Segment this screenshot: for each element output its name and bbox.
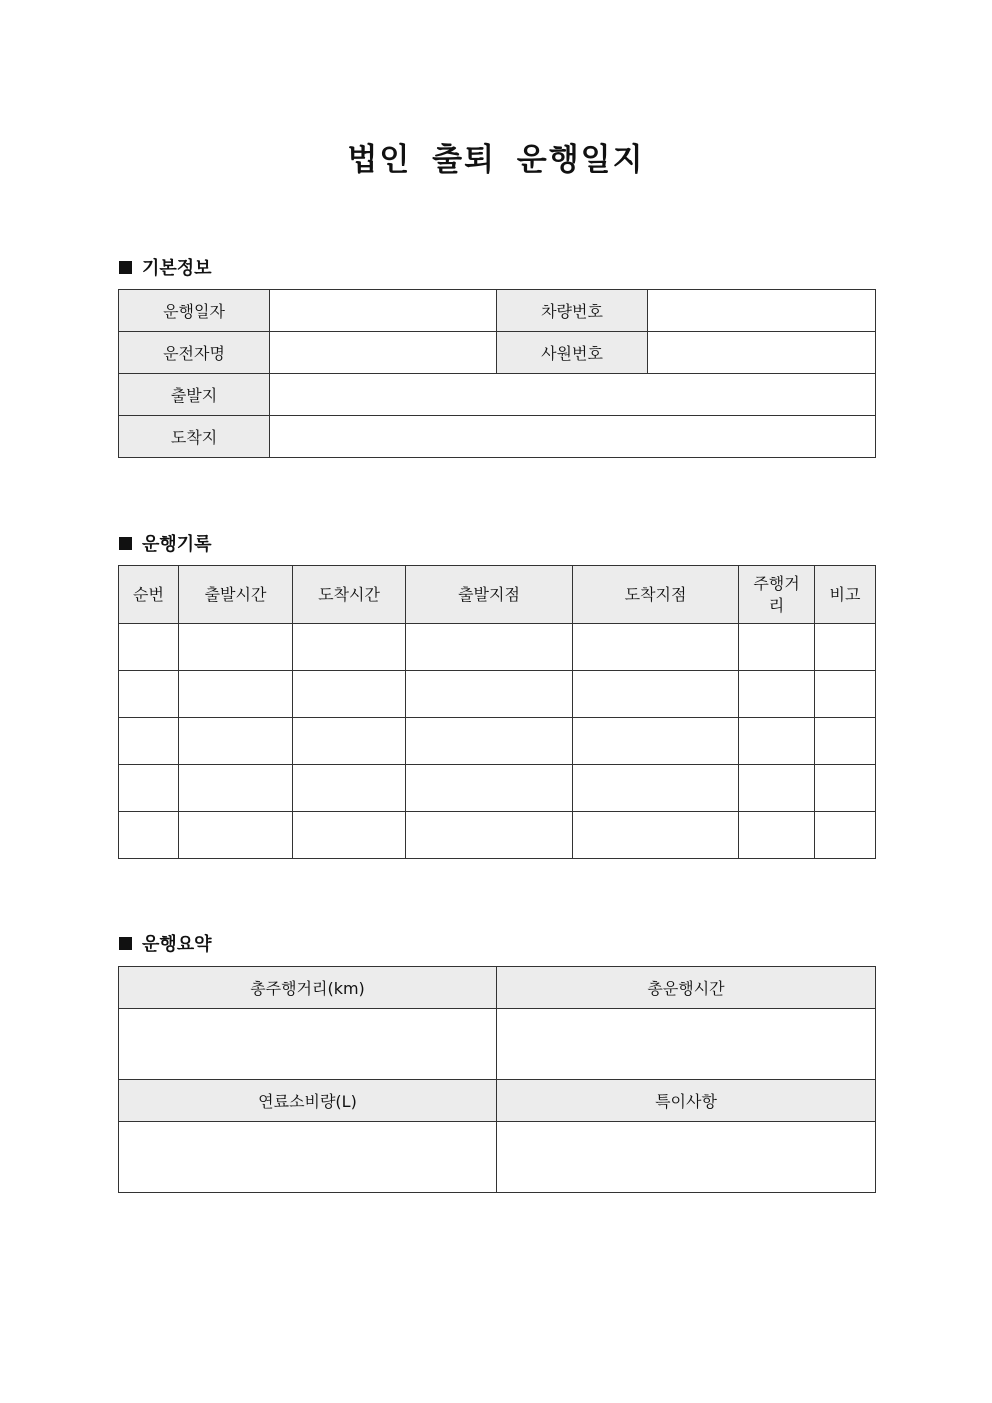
table-cell[interactable]	[815, 624, 876, 671]
departure-field[interactable]	[270, 374, 876, 416]
driving-record-table	[118, 565, 876, 859]
square-bullet-icon	[119, 937, 132, 950]
date-label: 운행일자	[119, 290, 270, 332]
column-header: 비고	[815, 566, 876, 624]
table-cell[interactable]	[406, 671, 573, 718]
table-cell[interactable]	[406, 812, 573, 859]
column-header: 출발시간	[179, 566, 293, 624]
column-header: 순번	[119, 566, 179, 624]
notes-label: 특이사항	[497, 1080, 876, 1122]
column-header: 주행거리	[739, 566, 815, 624]
driving-summary-table	[118, 966, 876, 1193]
table-cell[interactable]	[573, 671, 739, 718]
column-header: 출발지점	[406, 566, 573, 624]
date-field[interactable]	[270, 290, 497, 332]
table-cell[interactable]	[573, 765, 739, 812]
table-cell[interactable]	[739, 765, 815, 812]
fuel-consumption-field[interactable]	[119, 1122, 497, 1193]
table-row	[119, 718, 876, 765]
table-cell[interactable]	[119, 671, 179, 718]
arrival-label: 도착지	[119, 416, 270, 458]
square-bullet-icon	[119, 537, 132, 550]
table-cell[interactable]	[293, 812, 406, 859]
total-time-label: 총운행시간	[497, 967, 876, 1009]
basic-info-table	[118, 289, 876, 458]
table-cell[interactable]	[179, 624, 293, 671]
table-cell[interactable]	[119, 624, 179, 671]
table-cell[interactable]	[179, 812, 293, 859]
table-cell[interactable]	[406, 765, 573, 812]
table-cell[interactable]	[815, 718, 876, 765]
total-time-field[interactable]	[497, 1009, 876, 1080]
driver-name-label: 운전자명	[119, 332, 270, 374]
page-title: 법인 출퇴 운행일지	[347, 142, 645, 178]
vehicle-number-field[interactable]	[648, 290, 876, 332]
table-cell[interactable]	[739, 671, 815, 718]
table-cell[interactable]	[179, 671, 293, 718]
table-cell[interactable]	[119, 718, 179, 765]
section-heading-record	[119, 530, 212, 556]
table-row	[119, 624, 876, 671]
driver-name-field[interactable]	[270, 332, 497, 374]
arrival-field[interactable]	[270, 416, 876, 458]
table-cell[interactable]	[573, 718, 739, 765]
table-cell[interactable]	[815, 765, 876, 812]
column-header: 도착지점	[573, 566, 739, 624]
column-header: 도착시간	[293, 566, 406, 624]
departure-label: 출발지	[119, 374, 270, 416]
section-heading-basic	[119, 254, 212, 280]
table-row	[119, 765, 876, 812]
square-bullet-icon	[119, 261, 132, 274]
table-cell[interactable]	[406, 718, 573, 765]
table-row	[119, 671, 876, 718]
table-cell[interactable]	[815, 671, 876, 718]
total-distance-field[interactable]	[119, 1009, 497, 1080]
table-cell[interactable]	[739, 624, 815, 671]
table-cell[interactable]	[739, 718, 815, 765]
vehicle-number-label: 차량번호	[497, 290, 648, 332]
table-row	[119, 812, 876, 859]
total-distance-label: 총주행거리(km)	[119, 967, 497, 1009]
table-header-row	[119, 566, 876, 624]
table-cell[interactable]	[293, 671, 406, 718]
table-cell[interactable]	[815, 812, 876, 859]
table-cell[interactable]	[293, 765, 406, 812]
table-cell[interactable]	[406, 624, 573, 671]
section-heading-summary-label: 운행요약	[142, 934, 212, 955]
table-cell[interactable]	[573, 624, 739, 671]
section-heading-basic-label: 기본정보	[142, 258, 212, 279]
table-cell[interactable]	[119, 765, 179, 812]
section-heading-summary	[119, 930, 212, 956]
table-cell[interactable]	[293, 718, 406, 765]
table-cell[interactable]	[739, 812, 815, 859]
table-cell[interactable]	[179, 765, 293, 812]
employee-number-field[interactable]	[648, 332, 876, 374]
notes-field[interactable]	[497, 1122, 876, 1193]
table-cell[interactable]	[573, 812, 739, 859]
table-cell[interactable]	[119, 812, 179, 859]
table-cell[interactable]	[179, 718, 293, 765]
table-cell[interactable]	[293, 624, 406, 671]
section-heading-record-label: 운행기록	[142, 534, 212, 555]
fuel-consumption-label: 연료소비량(L)	[119, 1080, 497, 1122]
employee-number-label: 사원번호	[497, 332, 648, 374]
